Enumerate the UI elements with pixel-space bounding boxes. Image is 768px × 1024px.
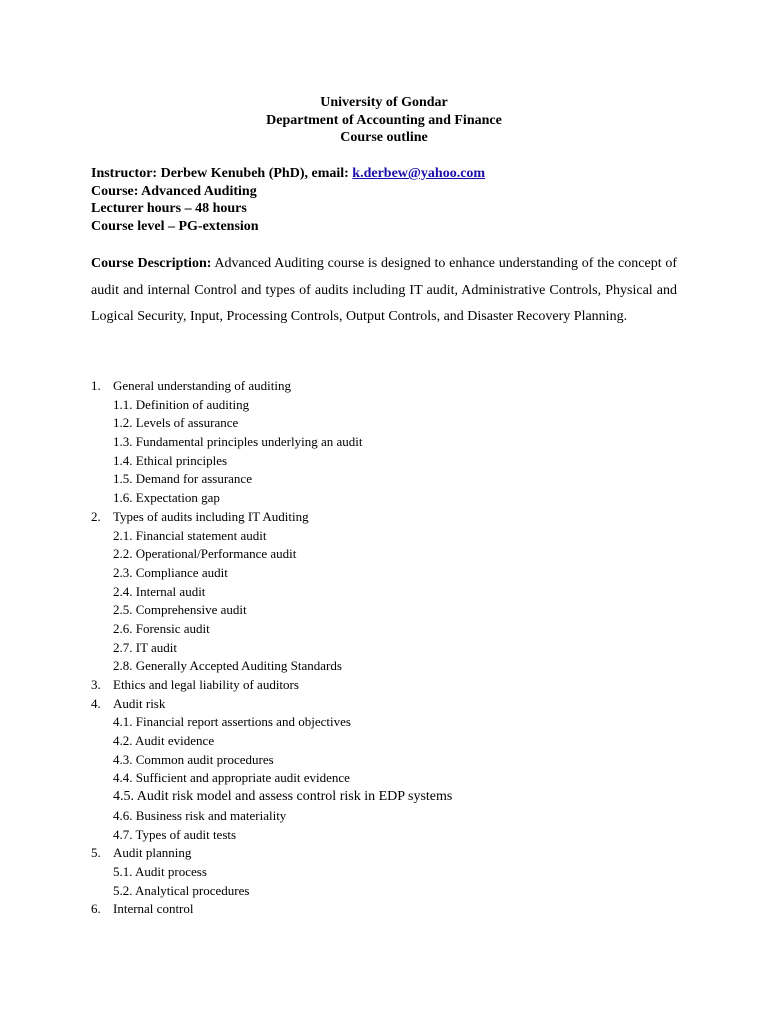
list-item	[91, 489, 691, 508]
item-text: 2.4. Internal audit	[113, 583, 206, 599]
list-item	[91, 508, 691, 527]
course-level: Course level – PG-extension	[91, 218, 259, 234]
item-number: 5.	[91, 845, 101, 861]
instructor-label: Instructor: Derbew Kenubeh (PhD), email:	[91, 166, 353, 181]
list-item	[91, 583, 691, 602]
item-text: 4.7. Types of audit tests	[113, 826, 237, 842]
list-item	[91, 620, 691, 639]
item-text: 1.5. Demand for assurance	[113, 471, 252, 487]
university-name: University of Gondar	[320, 95, 448, 110]
document-header	[0, 94, 768, 147]
item-text: 2.7. IT audit	[113, 639, 178, 655]
course-name: Course: Advanced Auditing	[91, 183, 257, 199]
description-text: Advanced Auditing course is designed to enhance understanding of the concept of audit and internal Control and types of audits including IT audit, Administrative Controls, Physical and Logical Security, Input, Processing Controls, Output Controls, and Disaster Recovery Planning.	[91, 256, 677, 324]
course-info	[91, 165, 485, 235]
list-item	[91, 769, 691, 788]
list-item	[91, 751, 691, 770]
item-text: General understanding of auditing	[113, 378, 291, 393]
list-item	[91, 676, 691, 695]
list-item	[91, 470, 691, 489]
list-item	[91, 564, 691, 583]
course-outline-list	[91, 377, 691, 919]
item-text: 2.8. Generally Accepted Auditing Standards	[113, 658, 342, 674]
list-item	[91, 639, 691, 658]
list-item	[91, 396, 691, 415]
item-text: 4.1. Financial report assertions and objectives	[113, 714, 351, 730]
item-text: 4.5. Audit risk model and assess control risk in EDP systems	[113, 789, 453, 805]
item-text: 2.3. Compliance audit	[113, 564, 228, 580]
item-text: 4.4. Sufficient and appropriate audit evidence	[113, 770, 350, 786]
list-item	[91, 732, 691, 751]
item-text: 1.4. Ethical principles	[113, 452, 228, 468]
item-number: 1.	[91, 378, 101, 393]
item-text: Types of audits including IT Auditing	[113, 508, 309, 524]
email-link[interactable]: k.derbew@yahoo.com	[352, 166, 486, 181]
list-item	[91, 545, 691, 564]
list-item	[91, 844, 691, 863]
item-text: 1.2. Levels of assurance	[113, 415, 239, 431]
item-text: 5.1. Audit process	[113, 863, 207, 879]
list-item	[91, 807, 691, 826]
list-item	[91, 433, 691, 452]
description-label: Course Description:	[91, 256, 212, 271]
item-text: 5.2. Analytical procedures	[113, 882, 250, 898]
item-number: 2.	[91, 508, 101, 524]
item-number: 3.	[91, 677, 101, 692]
item-text: Audit risk	[113, 695, 166, 711]
item-text: Audit planning	[113, 845, 192, 861]
list-item	[91, 882, 691, 901]
item-text: 2.1. Financial statement audit	[113, 527, 267, 543]
item-text: 1.6. Expectation gap	[113, 490, 220, 506]
lecturer-hours: Lecturer hours – 48 hours	[91, 201, 247, 217]
item-text: 1.3. Fundamental principles underlying an audit	[113, 434, 363, 450]
item-text: 2.6. Forensic audit	[113, 620, 210, 636]
instructor-line	[91, 165, 485, 183]
item-number: 6.	[91, 901, 101, 917]
list-item	[91, 863, 691, 882]
list-item	[91, 826, 691, 845]
item-text: 2.2. Operational/Performance audit	[113, 546, 297, 562]
item-text: Ethics and legal liability of auditors	[113, 677, 299, 692]
list-item	[91, 601, 691, 620]
list-item	[91, 788, 691, 807]
list-item	[91, 900, 691, 919]
list-item	[91, 713, 691, 732]
item-text: 2.5. Comprehensive audit	[113, 602, 247, 618]
course-description	[91, 251, 677, 331]
list-item	[91, 414, 691, 433]
department-name: Department of Accounting and Finance	[266, 112, 502, 128]
list-item	[91, 695, 691, 714]
list-item	[91, 527, 691, 546]
item-text: 4.6. Business risk and materiality	[113, 807, 287, 823]
list-item	[91, 452, 691, 471]
list-item	[91, 657, 691, 676]
item-text: 4.3. Common audit procedures	[113, 751, 274, 767]
list-item	[91, 377, 691, 396]
item-text: Internal control	[113, 901, 194, 917]
item-text: 4.2. Audit evidence	[113, 733, 215, 749]
item-text: 1.1. Definition of auditing	[113, 396, 250, 412]
document-title: Course outline	[340, 130, 428, 145]
item-number: 4.	[91, 695, 101, 711]
